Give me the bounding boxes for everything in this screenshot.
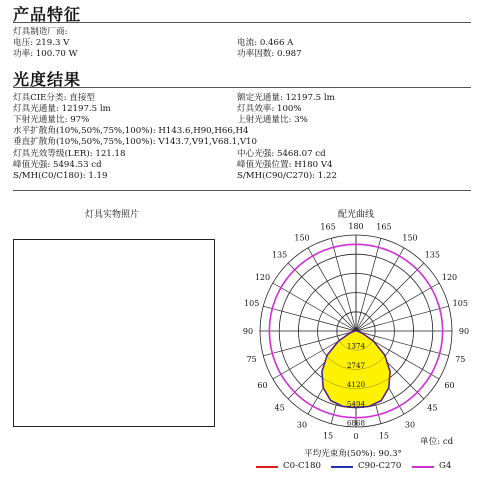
cie-class-text: 灯具CIE分类: 直接型	[13, 93, 96, 103]
angle-tick-label: 45	[427, 403, 438, 413]
power-factor-text: 功率因数: 0.987	[237, 49, 302, 59]
angle-tick-label: 150	[402, 233, 418, 243]
down-flux-text: 下射光通量比: 97%	[13, 115, 90, 125]
photometric-results-title: 光度结果	[13, 70, 82, 89]
legend-line	[256, 466, 278, 468]
efficiency-text: 灯具效率: 100%	[237, 104, 302, 114]
grid-spoke	[356, 238, 381, 331]
beam-angle-text: 平均光束角(50%): 90.3°	[304, 449, 402, 459]
luminaire-photo-frame	[13, 239, 215, 427]
angle-tick-label: 75	[246, 354, 257, 364]
angle-tick-label: 150	[294, 233, 310, 243]
section-divider	[13, 87, 471, 88]
section-divider	[13, 190, 471, 191]
grid-spoke	[356, 263, 424, 331]
legend-line	[412, 466, 434, 468]
angle-tick-label: 105	[452, 299, 468, 309]
grid-spoke	[356, 283, 439, 331]
vertical-spread-text: 垂直扩散角(10%,50%,75%,100%): V143.7,V91,V68.1,V10	[13, 137, 257, 147]
angle-tick-label: 180	[348, 222, 364, 231]
smh-c0-text: S/MH(C0/C180): 1.19	[13, 171, 108, 181]
peak-intensity-text: 峰值光强: 5494.53 cd	[13, 160, 102, 170]
angle-tick-label: 90	[458, 327, 470, 336]
angle-tick-label: 30	[404, 420, 416, 430]
up-flux-text: 上射光通量比: 3%	[237, 115, 308, 125]
rated-flux-text: 额定光通量: 12197.5 lm	[237, 93, 335, 103]
legend-line	[331, 466, 353, 468]
angle-tick-label: 120	[254, 273, 271, 282]
angle-tick-label: 135	[271, 250, 288, 260]
photo-caption: 灯具实物照片	[85, 210, 140, 220]
voltage-text: 电压: 219.3 V	[13, 38, 70, 48]
grid-spoke	[331, 238, 356, 331]
angle-tick-label: 0	[353, 432, 359, 441]
grid-spoke	[308, 248, 356, 331]
polar-chart-caption: 配光曲线	[338, 210, 375, 220]
current-text: 电流: 0.466 A	[237, 38, 294, 48]
grid-spoke	[288, 263, 356, 331]
angle-tick-label: 165	[376, 222, 392, 232]
angle-tick-label: 135	[424, 250, 441, 260]
power-text: 功率: 100.70 W	[13, 49, 78, 59]
grid-spoke	[356, 306, 449, 331]
product-features-title: 产品特征	[13, 5, 82, 24]
unit-label: 单位: cd	[420, 437, 454, 447]
angle-tick-label: 90	[242, 327, 254, 336]
horizontal-spread-text: 水平扩散角(10%,50%,75%,100%): H143.6,H90,H66,H4	[13, 126, 249, 136]
radial-tick-label: 2747	[346, 360, 366, 370]
luminaire-flux-text: 灯具光通量: 12197.5 lm	[13, 104, 111, 114]
radial-tick-label: 1374	[346, 341, 366, 351]
radial-tick-label: 5494	[346, 399, 366, 409]
manufacturer-text: 灯具制造厂商:	[13, 27, 68, 37]
angle-tick-label: 105	[244, 299, 260, 309]
angle-tick-label: 75	[455, 354, 466, 364]
radial-tick-label: 4120	[346, 380, 366, 390]
polar-light-distribution-chart	[222, 222, 482, 452]
angle-tick-label: 60	[444, 381, 455, 390]
grid-spoke	[273, 283, 356, 331]
angle-tick-label: 45	[274, 403, 285, 413]
peak-angle-text: 峰值光强位置: H180 V4	[237, 160, 333, 170]
grid-spoke	[356, 248, 404, 331]
legend-label: C0-C180	[283, 461, 321, 471]
legend-label: G4	[439, 461, 452, 471]
angle-tick-label: 15	[378, 431, 390, 441]
grid-spoke	[263, 306, 356, 331]
angle-tick-label: 165	[320, 222, 336, 232]
legend-label: C90-C270	[358, 461, 402, 471]
ler-text: 灯具光效等级(LER): 121.18	[13, 149, 126, 159]
angle-tick-label: 60	[257, 381, 268, 390]
center-intensity-text: 中心光强: 5468.07 cd	[237, 149, 326, 159]
smh-c90-text: S/MH(C90/C270): 1.22	[237, 171, 337, 181]
angle-tick-label: 15	[322, 431, 334, 441]
radial-tick-label: 6868	[346, 418, 366, 428]
angle-tick-label: 30	[296, 420, 308, 430]
angle-tick-label: 120	[441, 273, 458, 282]
section-divider	[13, 22, 471, 23]
